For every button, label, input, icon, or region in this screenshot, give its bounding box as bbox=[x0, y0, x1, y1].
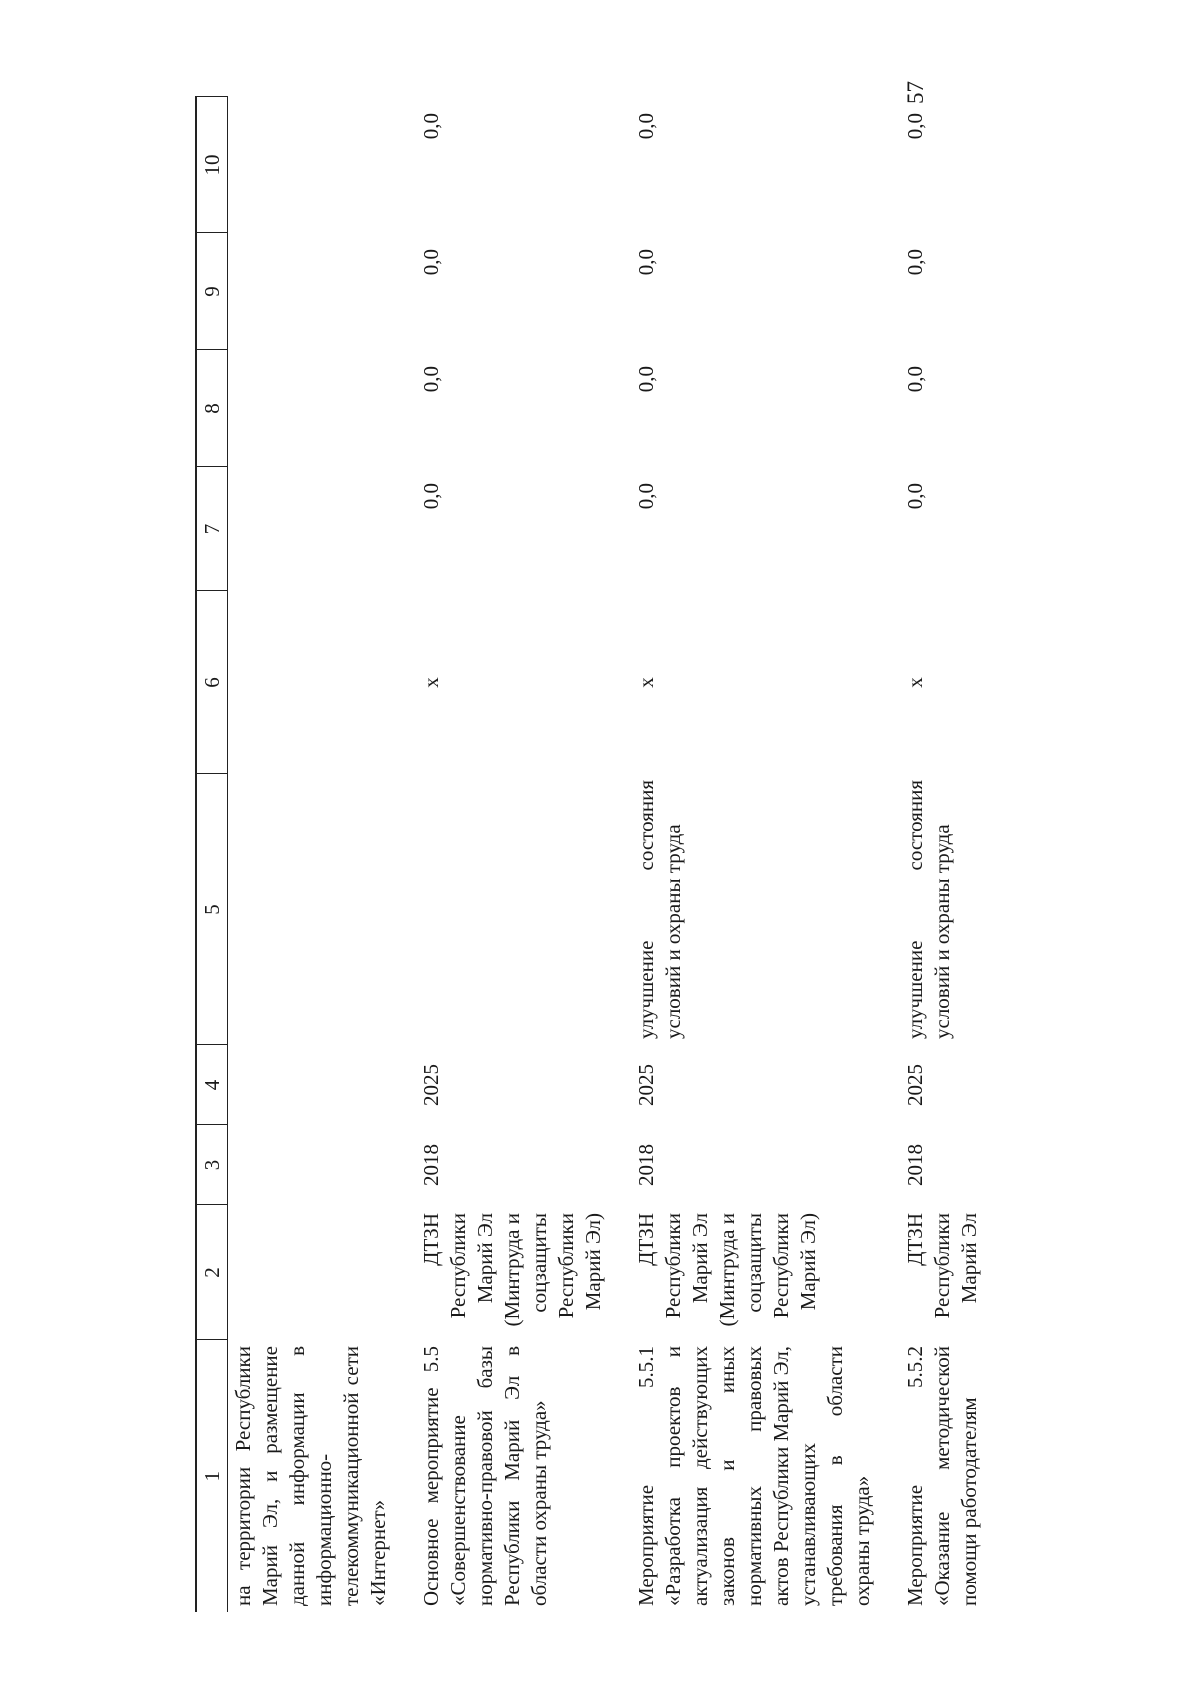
program-measures-table bbox=[195, 97, 1007, 1613]
page-number: 57 bbox=[903, 81, 928, 104]
value-cell-10: 0,0 bbox=[903, 113, 927, 140]
value-cell-7 bbox=[228, 467, 417, 591]
end-year-cell bbox=[228, 1045, 417, 1125]
value-cell-9: 0,0 bbox=[903, 249, 927, 276]
value-cell-9: 0,0 bbox=[634, 249, 658, 276]
value-cell-10: 0,0 bbox=[634, 113, 658, 140]
value-cell-8: 0,0 bbox=[419, 366, 443, 393]
expected-result-cell bbox=[416, 774, 631, 1045]
column-6-cell: х bbox=[903, 677, 927, 688]
end-year-cell: 2025 bbox=[419, 1064, 443, 1106]
value-cell-10: 0,0 bbox=[419, 113, 443, 140]
measure-name-cell: Мероприятие 5.5.2 «Оказание методической помощи работодателям bbox=[903, 1346, 981, 1606]
table-row bbox=[416, 97, 631, 1612]
executor-cell: ДТЗН Республики Марий Эл (Минтруда и соцзащиты Республики Марий Эл) bbox=[634, 1213, 820, 1327]
column-number-header-row bbox=[196, 97, 228, 1612]
column-6-cell bbox=[228, 591, 417, 774]
value-cell-7: 0,0 bbox=[419, 483, 443, 510]
value-cell-9 bbox=[228, 233, 417, 350]
measure-name-cell: на территории Республики Марий Эл, и размещение данной информации в информационно-телекоммуникационной сети «Интернет» bbox=[231, 1346, 390, 1606]
executor-cell: ДТЗН Республики Марий Эл bbox=[903, 1213, 981, 1319]
executor-cell bbox=[228, 1205, 417, 1340]
start-year-cell: 2018 bbox=[903, 1144, 927, 1186]
expected-result-cell: улучшение состояния условий и охраны труда bbox=[634, 780, 685, 1039]
expected-result-cell: улучшение состояния условий и охраны труда bbox=[903, 780, 954, 1039]
column-header-1: 1 bbox=[196, 1340, 228, 1612]
column-header-6: 6 bbox=[196, 591, 228, 774]
executor-cell: ДТЗН Республики Марий Эл (Минтруда и соцзащиты Республики Марий Эл) bbox=[419, 1213, 605, 1327]
start-year-cell: 2018 bbox=[419, 1144, 443, 1186]
value-cell-8: 0,0 bbox=[903, 366, 927, 393]
value-cell-8: 0,0 bbox=[634, 366, 658, 393]
table-row bbox=[900, 97, 1007, 1612]
column-header-4: 4 bbox=[196, 1045, 228, 1125]
value-cell-7: 0,0 bbox=[903, 483, 927, 510]
column-6-cell: х bbox=[419, 677, 443, 688]
measure-name-cell: Мероприятие 5.5.1 «Разработка проектов и актуализация действующих законов и иных нормативных правовых актов Республики Марий Эл, устанавливающих требования в области охраны труда» bbox=[634, 1346, 874, 1606]
end-year-cell: 2025 bbox=[634, 1064, 658, 1106]
column-header-10: 10 bbox=[196, 97, 228, 233]
start-year-cell: 2018 bbox=[634, 1144, 658, 1186]
table-row bbox=[631, 97, 900, 1612]
column-header-2: 2 bbox=[196, 1205, 228, 1340]
column-header-3: 3 bbox=[196, 1125, 228, 1205]
start-year-cell bbox=[228, 1125, 417, 1205]
column-header-9: 9 bbox=[196, 233, 228, 350]
end-year-cell: 2025 bbox=[903, 1064, 927, 1106]
table-row bbox=[228, 97, 417, 1612]
column-header-7: 7 bbox=[196, 467, 228, 591]
value-cell-8 bbox=[228, 350, 417, 467]
value-cell-9: 0,0 bbox=[419, 249, 443, 276]
column-6-cell: х bbox=[634, 677, 658, 688]
column-header-5: 5 bbox=[196, 774, 228, 1045]
measure-name-cell: Основное мероприятие 5.5 «Совершенствование нормативно-правовой базы Республики Марий Эл в области охраны труда» bbox=[419, 1346, 551, 1606]
value-cell-7: 0,0 bbox=[634, 483, 658, 510]
expected-result-cell bbox=[228, 774, 417, 1045]
column-header-8: 8 bbox=[196, 350, 228, 467]
value-cell-10 bbox=[228, 97, 417, 233]
